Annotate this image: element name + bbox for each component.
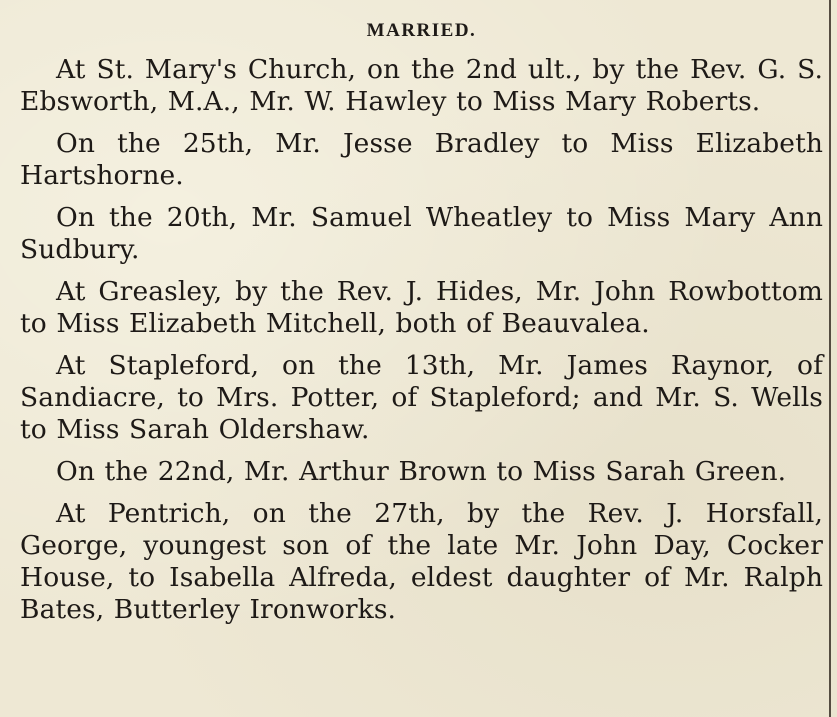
column-rule — [829, 0, 831, 717]
marriage-notice: At Pentrich, on the 27th, by the Rev. J. Horsfall, George, youngest son of the late Mr. John Day, Cocker House, to Isabella Alfreda, eldest daughter of Mr. Ralph Bates, Butterley Ironworks. — [20, 498, 823, 625]
marriage-notice: On the 20th, Mr. Samuel Wheatley to Miss Mary Ann Sudbury. — [20, 202, 823, 265]
married-notices-column — [20, 14, 823, 636]
section-heading: MARRIED. — [366, 20, 477, 41]
marriage-notice: At Stapleford, on the 13th, Mr. James Raynor, of Sandiacre, to Mrs. Potter, of Stapleford; and Mr. S. Wells to Miss Sarah Oldershaw. — [20, 350, 823, 445]
marriage-notice: At Greasley, by the Rev. J. Hides, Mr. John Rowbottom to Miss Elizabeth Mitchell, both of Beauvalea. — [20, 276, 823, 339]
marriage-notice: On the 25th, Mr. Jesse Bradley to Miss Elizabeth Hartshorne. — [20, 128, 823, 191]
marriage-notice: On the 22nd, Mr. Arthur Brown to Miss Sarah Green. — [56, 456, 787, 487]
marriage-notice: At St. Mary's Church, on the 2nd ult., by the Rev. G. S. Ebsworth, M.A., Mr. W. Hawley to Miss Mary Roberts. — [20, 54, 823, 117]
